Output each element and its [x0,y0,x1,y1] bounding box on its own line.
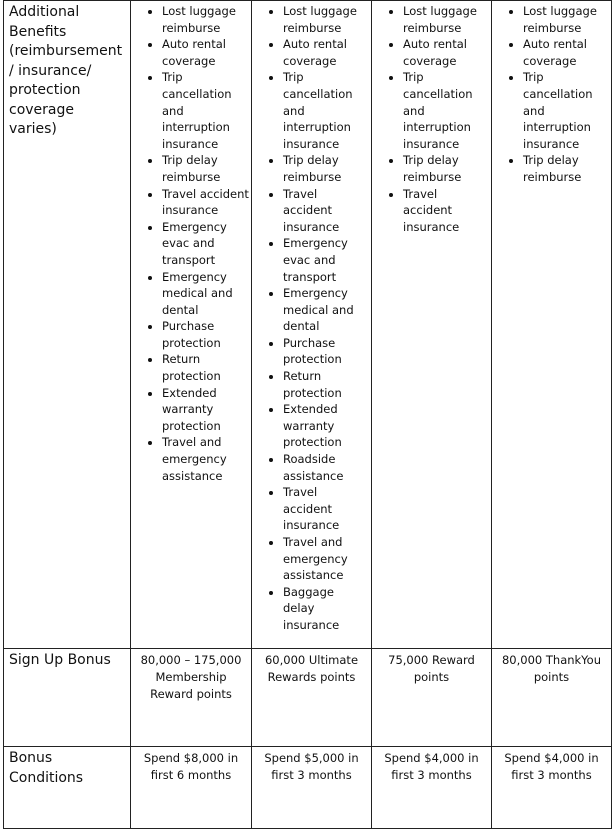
sign-up-bonus-value: 60,000 Ultimate Rewards points [252,649,372,747]
table-row-additional-benefits [4,1,612,649]
table-row-bonus-conditions [4,747,612,829]
benefit-item: • Extended warranty protection [283,401,369,451]
benefit-item: • Trip delay reimburse [523,152,609,185]
benefits-cell [372,1,492,649]
benefit-item: • Roadside assistance [283,451,369,484]
benefit-item: • Lost luggage reimburse [403,3,489,36]
benefit-item: • Travel and emergency assistance [283,534,369,584]
bonus-condition-value: Spend $4,000 in first 3 months [372,747,492,829]
benefit-item: • Auto rental coverage [162,36,249,69]
benefit-item: • Auto rental coverage [283,36,369,69]
row-label-additional-benefits: Additional Benefits (reimbursement / insurance/ protection coverage varies) [4,1,131,649]
bonus-condition-value: Spend $4,000 in first 3 months [492,747,612,829]
sign-up-bonus-value: 75,000 Reward points [372,649,492,747]
sign-up-bonus-value: 80,000 ThankYou points [492,649,612,747]
benefit-item: • Return protection [162,351,249,384]
benefit-item: • Travel accident insurance [162,186,249,219]
benefits-list [252,3,369,634]
benefit-item: • Trip cancellation and interruption insurance [283,69,369,152]
benefit-item: • Travel accident insurance [283,484,369,534]
benefit-item: • Auto rental coverage [523,36,609,69]
benefit-item: • Auto rental coverage [403,36,489,69]
benefit-item: • Travel accident insurance [403,186,489,236]
benefit-item: • Purchase protection [162,318,249,351]
benefits-list [492,3,609,186]
benefit-item: • Trip delay reimburse [162,152,249,185]
benefit-item: • Emergency evac and transport [283,235,369,285]
bonus-condition-value: Spend $8,000 in first 6 months [131,747,252,829]
benefits-cell [131,1,252,649]
benefit-item: • Trip cancellation and interruption insurance [403,69,489,152]
benefit-item: • Return protection [283,368,369,401]
benefit-item: • Emergency medical and dental [162,269,249,319]
comparison-table [3,0,612,829]
row-label-bonus-conditions: Bonus Conditions [4,747,131,829]
benefits-cell [492,1,612,649]
benefit-item: • Trip delay reimburse [283,152,369,185]
benefit-item: • Extended warranty protection [162,385,249,435]
benefit-item: • Travel accident insurance [283,186,369,236]
benefits-cell [252,1,372,649]
row-label-sign-up-bonus: Sign Up Bonus [4,649,131,747]
bonus-condition-value: Spend $5,000 in first 3 months [252,747,372,829]
benefits-list [131,3,249,484]
benefit-item: • Purchase protection [283,335,369,368]
benefit-item: • Emergency medical and dental [283,285,369,335]
benefit-item: • Trip cancellation and interruption insurance [162,69,249,152]
benefit-item: • Emergency evac and transport [162,219,249,269]
benefit-item: • Lost luggage reimburse [283,3,369,36]
benefit-item: • Lost luggage reimburse [162,3,249,36]
benefit-item: • Travel and emergency assistance [162,434,249,484]
benefits-list [372,3,489,235]
sign-up-bonus-value: 80,000 – 175,000 Membership Reward points [131,649,252,747]
benefit-item: • Baggage delay insurance [283,584,369,634]
benefit-item: • Trip delay reimburse [403,152,489,185]
benefit-item: • Lost luggage reimburse [523,3,609,36]
benefit-item: • Trip cancellation and interruption insurance [523,69,609,152]
table-row-sign-up-bonus [4,649,612,747]
